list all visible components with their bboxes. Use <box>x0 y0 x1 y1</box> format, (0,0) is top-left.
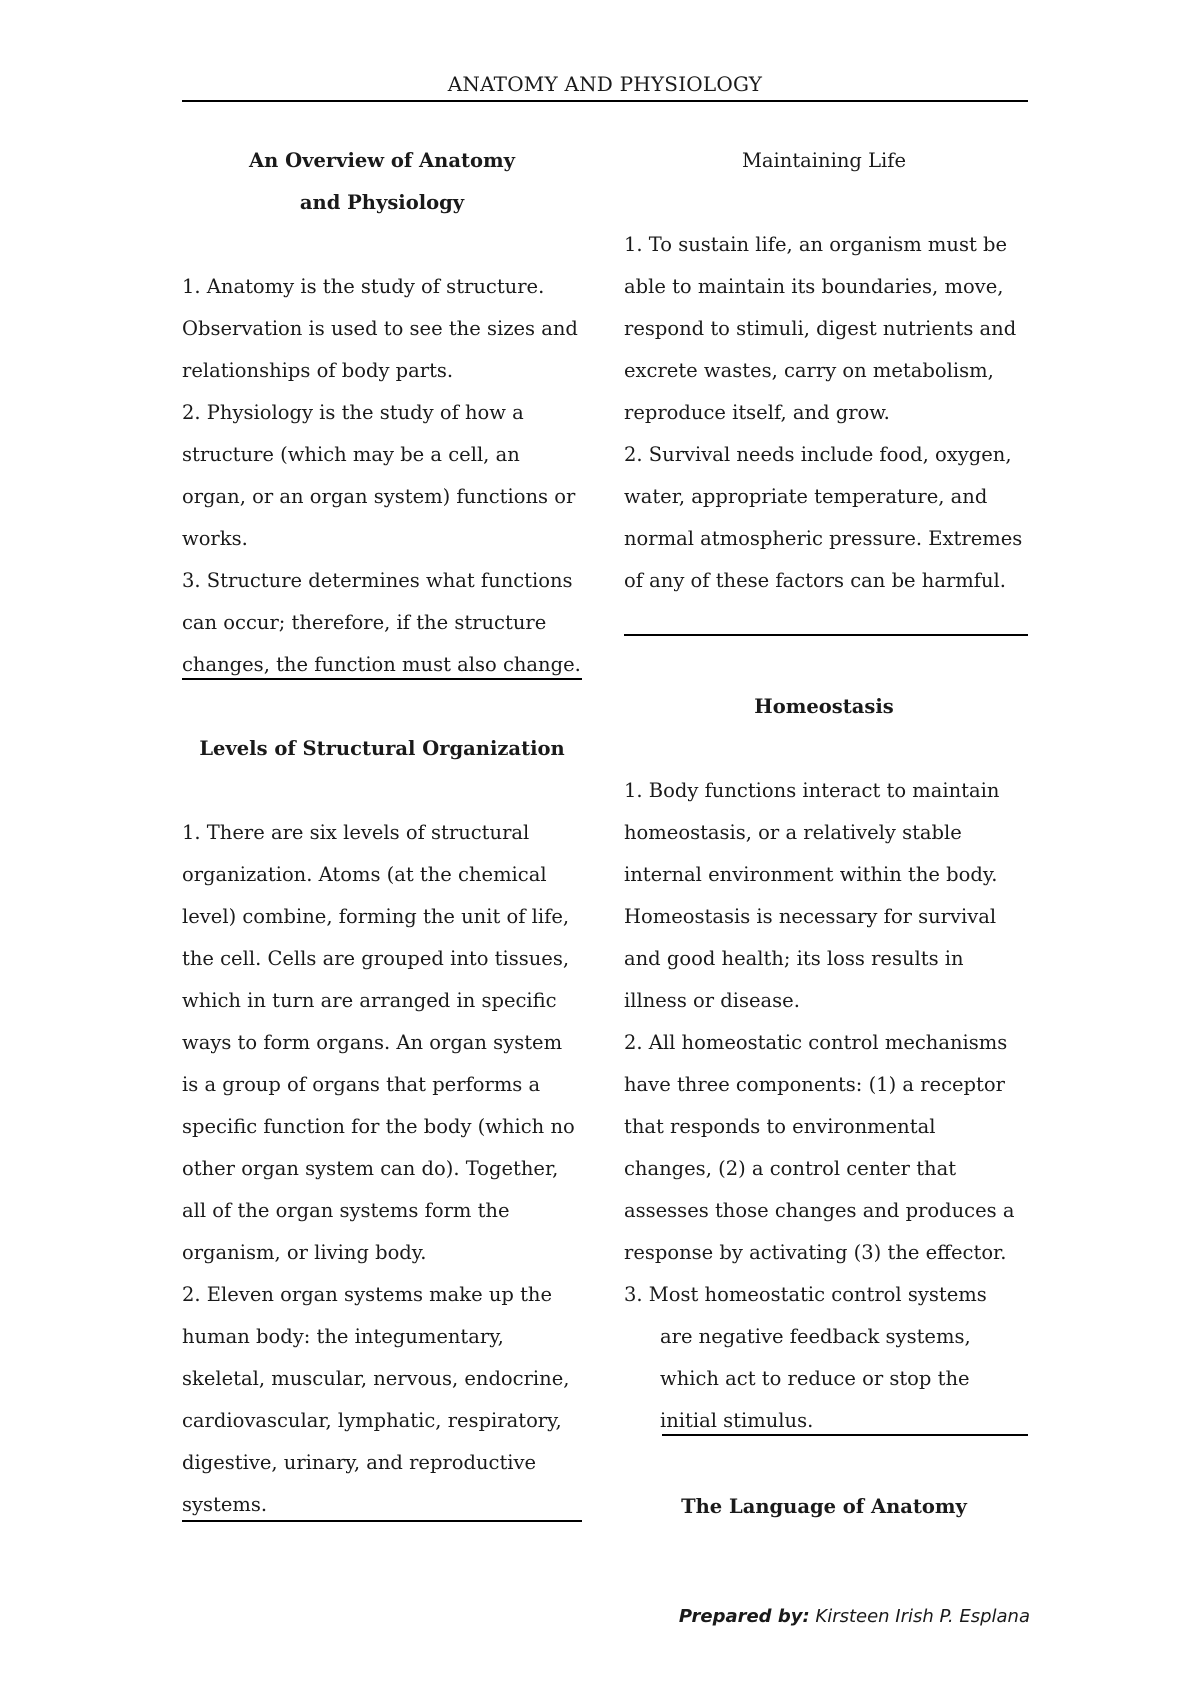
header-divider <box>182 100 1028 102</box>
homeostasis-divider <box>662 1434 1028 1436</box>
spacer <box>624 728 1024 770</box>
overview-section <box>182 140 582 686</box>
overview-item-2: 2. Physiology is the study of how a structure (which may be a cell, an organ, or an organ system) functions or works. <box>182 401 576 550</box>
overview-title-line2: and Physiology <box>299 191 465 214</box>
overview-item-3: 3. Structure determines what functions can occur; therefore, if the structure changes, the function must also change. <box>182 569 581 676</box>
overview-divider <box>182 678 582 680</box>
homeostasis-title: Homeostasis <box>754 695 894 718</box>
homeostasis-item-3: 3. Most homeostatic control systems are negative feedback systems, which act to reduce or stop the initial stimulus. <box>624 1283 987 1432</box>
levels-section <box>182 728 582 1526</box>
spacer <box>182 770 582 812</box>
maintaining-item-2: 2. Survival needs include food, oxygen, water, appropriate temperature, and normal atmospheric pressure. Extremes of any of these factors can be harmful. <box>624 443 1023 592</box>
maintaining-divider <box>624 634 1028 636</box>
spacer <box>624 182 1024 224</box>
levels-item-1: 1. There are six levels of structural organization. Atoms (at the chemical level) combine, forming the unit of life, the cell. Cells are grouped into tissues, which in turn are arranged in specific ways to form organs. An organ system is a group of organs that performs a specific function for the body (which no other organ system can do). Together, all of the organ systems form the organism, or living body. <box>182 821 575 1264</box>
maintaining-item-1: 1. To sustain life, an organism must be able to maintain its boundaries, move, respond to stimuli, digest nutrients and excrete wastes, carry on metabolism, reproduce itself, and grow. <box>624 233 1017 424</box>
levels-item-2: 2. Eleven organ systems make up the human body: the integumentary, skeletal, muscular, nervous, endocrine, cardiovascular, lymphatic, respiratory, digestive, urinary, and reproductive systems. <box>182 1283 570 1516</box>
maintaining-title: Maintaining Life <box>741 149 907 172</box>
overview-item-1: 1. Anatomy is the study of structure. Observation is used to see the sizes and relationships of body parts. <box>182 275 578 382</box>
levels-title: Levels of Structural Organization <box>199 737 565 760</box>
homeostasis-item-1: 1. Body functions interact to maintain homeostasis, or a relatively stable internal environment within the body. Homeostasis is necessary for survival and good health; its loss results in illness or disease. <box>624 779 1000 1012</box>
spacer <box>182 224 582 266</box>
page-title: ANATOMY AND PHYSIOLOGY <box>447 72 763 96</box>
footer-author: Kirsteen Irish P. Esplana <box>815 1606 1030 1627</box>
overview-title-line1: An Overview of Anatomy <box>249 149 515 172</box>
language-section <box>624 1486 1024 1528</box>
maintaining-section <box>624 140 1024 602</box>
levels-divider <box>182 1520 582 1522</box>
homeostasis-item-2: 2. All homeostatic control mechanisms have three components: (1) a receptor that responds to environmental changes, (2) a control center that assesses those changes and produces a response by activating (3) the effector. <box>624 1031 1015 1264</box>
footer-label: Prepared by: <box>678 1606 810 1627</box>
language-title: The Language of Anatomy <box>681 1495 967 1518</box>
footer <box>650 1606 1030 1627</box>
homeostasis-section <box>624 686 1024 1442</box>
